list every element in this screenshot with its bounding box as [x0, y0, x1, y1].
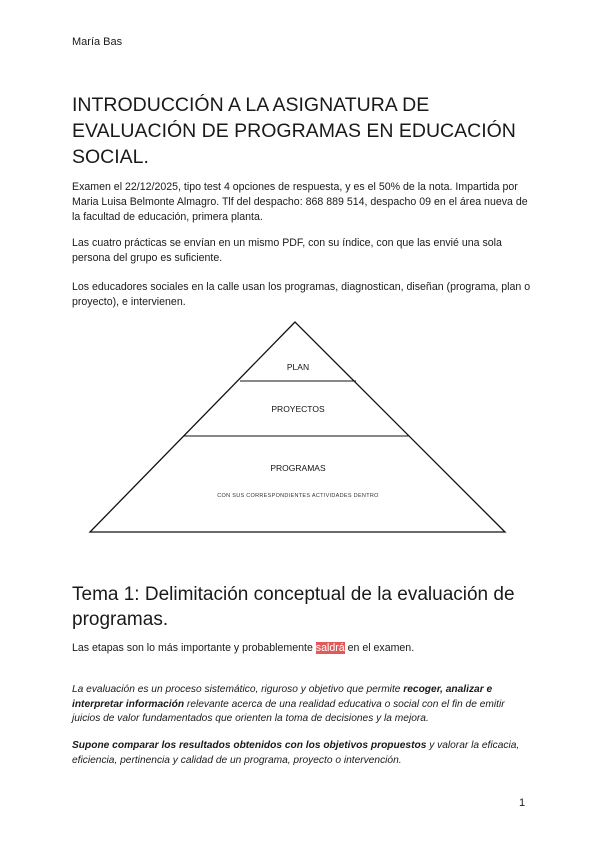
quote1-text-b: relevante acerca de una realidad educativa o social con el fin de emitir juicios de valor fundamentados que orienten la toma de decisiones y la mejora.: [72, 698, 505, 724]
practicas-paragraph: Las cuatro prácticas se envían en un mismo PDF, con su índice, con que las envié una sola persona del grupo es suficiente.: [72, 237, 502, 264]
quote2-text-b: y valorar la eficacia, eficiencia, pertinencia y calidad de un programa, proyecto o intervención.: [72, 740, 520, 766]
pyramid-outline: [90, 322, 505, 532]
educadores-paragraph: Los educadores sociales en la calle usan los programas, diagnostican, diseñan (programa, plan o proyecto), e intervienen.: [72, 281, 531, 308]
pyramid-level-programas: PROGRAMAS: [270, 463, 326, 473]
quote1-text-a: La evaluación es un proceso sistemático, riguroso y objetivo que permite: [72, 684, 404, 695]
pyramid-diagram: [80, 318, 520, 538]
exam-info-paragraph: Examen el 22/12/2025, tipo test 4 opciones de respuesta, y es el 50% de la nota. Impartida por Maria Luisa Belmonte Almagro. Tlf del despacho: 868 889 514, despacho 09 en el área nueva de la facultad de educación, primera planta.: [72, 181, 528, 223]
definition-quote: [72, 683, 532, 727]
pyramid-level-plan: PLAN: [286, 362, 310, 372]
tema1-heading: Tema 1: Delimitación conceptual de la evaluación de programas.: [72, 584, 515, 630]
quote2-bold: Supone comparar los resultados obtenidos con los objetivos propuestos: [72, 740, 427, 751]
page-number: 1: [519, 797, 526, 809]
comparison-quote: [72, 739, 532, 768]
tema1-intro: [72, 641, 414, 656]
author-name: María Bas: [72, 36, 123, 48]
pyramid-subtitle: CON SUS CORRESPONDIENTES ACTIVIDADES DENTRO: [217, 493, 379, 499]
tema1-intro-text-end: en el examen.: [344, 642, 415, 654]
pyramid-level-proyectos: PROYECTOS: [271, 404, 325, 414]
tema1-intro-text: Las etapas son lo más importante y probablemente: [72, 642, 316, 654]
quote1-bold: recoger, analizar e interpretar información: [72, 684, 493, 710]
page-title: INTRODUCCIÓN A LA ASIGNATURA DE EVALUACIÓN DE PROGRAMAS EN EDUCACIÓN SOCIAL.: [72, 94, 516, 168]
highlighted-word: saldrá: [315, 642, 345, 654]
